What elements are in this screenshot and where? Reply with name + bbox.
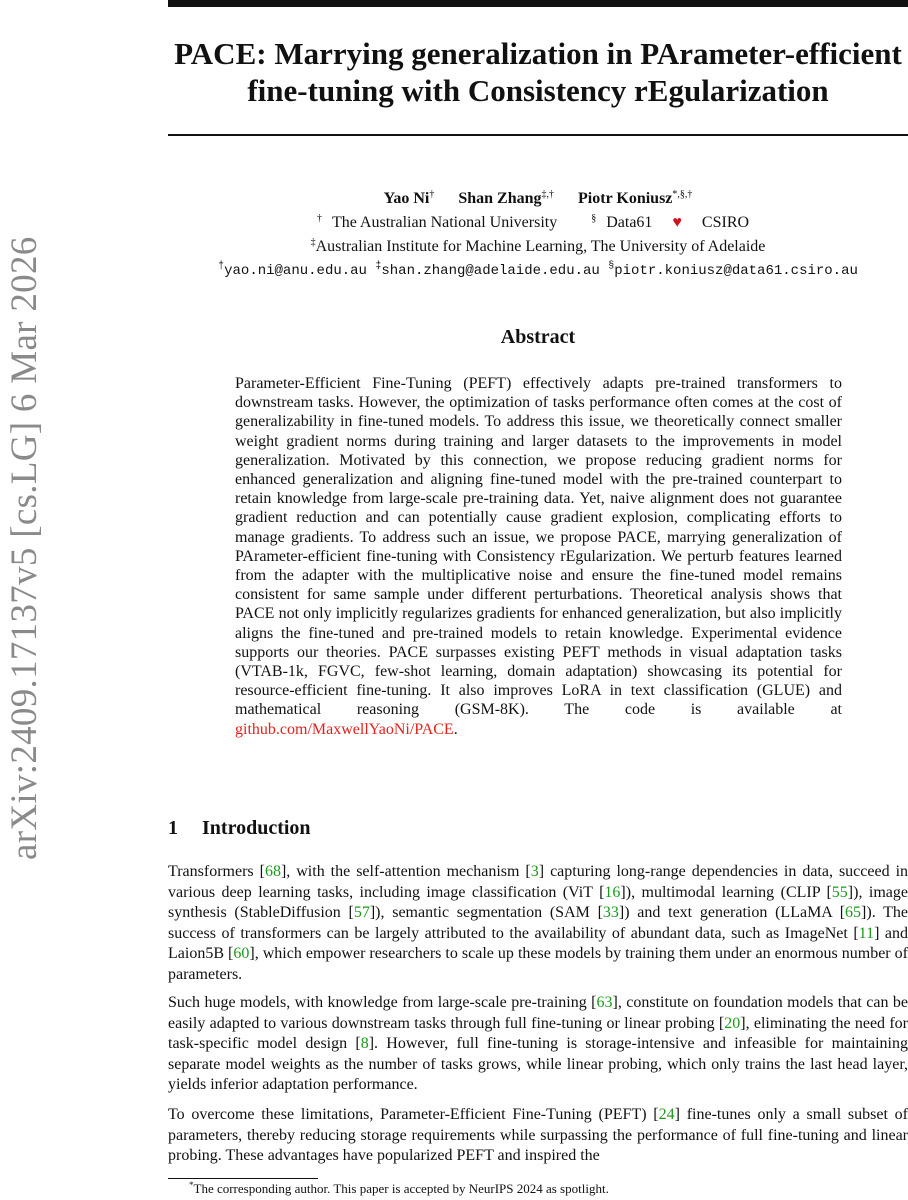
title-line-1: PACE: Marrying generalization in PArameter-efficient bbox=[174, 36, 902, 71]
affiliation-data61: § Data61 ♥ CSIRO bbox=[591, 213, 750, 231]
intro-paragraph-3: To overcome these limitations, Parameter-Efficient Fine-Tuning (PEFT) [24] fine-tunes only a small subset of parameters, thereby reducing storage requirements while surpassing the performance of full fine-tuning and linear probing. These advantages have popularized PEFT and inspired the bbox=[168, 1106, 908, 1165]
citation-link[interactable]: 8 bbox=[360, 1035, 369, 1053]
title-rule bbox=[168, 134, 908, 136]
citation-link[interactable]: 63 bbox=[596, 994, 613, 1011]
email-piotr-koniusz[interactable]: §piotr.koniusz@data61.csiro.au bbox=[608, 261, 858, 279]
citation-link[interactable]: 55 bbox=[831, 883, 848, 901]
abstract-text: Parameter-Efficient Fine-Tuning (PEFT) effectively adapts pre-trained transformers to downstream tasks. However, the optimization of tasks performance often comes at the cost of generalizability in fine-tuned models. To address this issue, we theoretically connect smaller weight gradient norms during training and larger datasets to the improvements in model generalization. Motivated by this connection, we propose reducing gradient norms for enhanced generalization and aligning fine-tuned model with the pre-trained counterpart to retain knowledge from large-scale pre-training data. Yet, naive alignment does not guarantee gradient reduction and can potentially cause gradient explosion, complicating efforts to manage gradients. To address such an issue, we propose PACE, marrying generalization of PArameter-efficient fine-tuning with Consistency rEgularization. We perturb features learned from the adapter with the multiplicative noise and ensure the fine-tuned model remains consistent for same sample under different perturbations. Theoretical analysis shows that PACE not only implicitly regularizes gradients for enhanced generalization, but also implicitly aligns the fine-tuned and pre-trained models to retain knowledge. Experimental evidence supports our theories. PACE surpasses existing PEFT methods in visual adaptation tasks (VTAB-1k, FGVC, few-shot learning, domain adaptation) showcasing its potential for resource-efficient fine-tuning. It also improves LoRA in text classification (GLUE) and mathematical reasoning (GSM-8K). The code is available at bbox=[235, 375, 842, 719]
author-yao-ni: Yao Ni† bbox=[383, 189, 435, 207]
arxiv-identifier-stamp: arXiv:2409.17137v5 [cs.LG] 6 Mar 2026 bbox=[4, 236, 45, 860]
section-heading-introduction bbox=[168, 817, 311, 840]
intro-paragraph-1: Transformers [68], with the self-attention mechanism [3] capturing long-range dependencies in data, succeed in various deep learning tasks, including image classification (ViT [16]), multimodal learning (CLIP [55]), image synthesis (StableDiffusion [57]), semantic segmentation (SAM [33]) and text generation (LLaMA [65]). The success of transformers can be largely attributed to the availability of abundant data, such as ImageNet [11] and Laion5B [60], which empower researchers to scale up these models by training them under an enormous number of parameters. bbox=[168, 863, 908, 983]
citation-link[interactable]: 68 bbox=[264, 863, 281, 880]
footnote-text: The corresponding author. This paper is accepted by NeurIPS 2024 as spotlight. bbox=[193, 1181, 609, 1196]
title-line-2: fine-tuning with Consistency rEgularization bbox=[247, 73, 829, 108]
section-title: Introduction bbox=[202, 817, 311, 839]
paper-title bbox=[168, 35, 908, 109]
affiliation-line-1 bbox=[168, 211, 908, 235]
citation-link[interactable]: 3 bbox=[530, 863, 539, 880]
author-piotr-koniusz: Piotr Koniusz*,§,† bbox=[578, 189, 693, 207]
citation-link[interactable]: 60 bbox=[233, 945, 250, 963]
citation-link[interactable]: 16 bbox=[604, 883, 621, 901]
citation-link[interactable]: 24 bbox=[658, 1106, 675, 1123]
abstract-heading: Abstract bbox=[500, 326, 576, 348]
citation-link[interactable]: 11 bbox=[858, 924, 875, 942]
footnote-mark: * bbox=[189, 1180, 194, 1190]
citation-link[interactable]: 65 bbox=[845, 904, 862, 922]
affiliation-aiml: ‡Australian Institute for Machine Learning, The University of Adelaide bbox=[310, 237, 766, 255]
section-number: 1 bbox=[168, 817, 178, 839]
email-yao-ni[interactable]: †yao.ni@anu.edu.au bbox=[218, 261, 367, 279]
author-shan-zhang: Shan Zhang‡,† bbox=[458, 189, 555, 207]
citation-link[interactable]: 57 bbox=[353, 904, 370, 922]
affiliation-anu: † The Australian National University bbox=[316, 213, 558, 231]
footnote-rule bbox=[168, 1178, 318, 1179]
heart-icon: ♥ bbox=[672, 214, 682, 231]
intro-paragraph-2: Such huge models, with knowledge from large-scale pre-training [63], constitute on foundation models that can be easily adapted to various downstream tasks through full fine-tuning or linear probing [20], eliminating the need for task-specific model design [8]. However, full fine-tuning is storage-intensive and infeasible for maintaining separate model weights as the number of tasks grows, while linear probing, which only trains the last head layer, yields inferior adaptation performance. bbox=[168, 994, 908, 1094]
author-names bbox=[168, 187, 908, 211]
code-link[interactable]: github.com/MaxwellYaoNi/PACE bbox=[235, 720, 454, 738]
top-rule bbox=[168, 0, 908, 7]
abstract-body: Parameter-Efficient Fine-Tuning (PEFT) effectively adapts pre-trained transformers to downstream tasks. However, the optimization of tasks performance often comes at the cost of generalizability in fine-tuned models. To address this issue, we theoretically connect smaller weight gradient norms during training and larger datasets to the improvements in model generalization. Motivated by this connection, we propose reducing gradient norms for enhanced generalization and aligning fine-tuned model with the pre-trained counterpart to retain knowledge from large-scale pre-training data. Yet, naive alignment does not guarantee gradient reduction and can potentially cause gradient explosion, complicating efforts to manage gradients. To address such an issue, we propose PACE, marrying generalization of PArameter-efficient fine-tuning with Consistency rEgularization. We perturb features learned from the adapter with the multiplicative noise and ensure the fine-tuned model remains consistent for same sample under different perturbations. Theoretical analysis shows that PACE not only implicitly regularizes gradients for enhanced generalization, but also implicitly aligns the fine-tuned and pre-trained models to retain knowledge. Experimental evidence supports our theories. PACE surpasses existing PEFT methods in visual adaptation tasks (VTAB-1k, FGVC, few-shot learning, domain adaptation) showcasing its potential for resource-efficient fine-tuning. It also improves LoRA in text classification (GLUE) and mathematical reasoning (GSM-8K). The code is available at github.com/MaxwellYaoNi/PACE. bbox=[235, 375, 842, 738]
footnote bbox=[189, 1180, 609, 1198]
citation-link[interactable]: 20 bbox=[724, 1014, 741, 1032]
author-block bbox=[168, 187, 908, 283]
citation-link[interactable]: 33 bbox=[602, 904, 619, 922]
author-emails bbox=[168, 259, 908, 283]
email-shan-zhang[interactable]: ‡shan.zhang@adelaide.edu.au bbox=[375, 261, 600, 279]
